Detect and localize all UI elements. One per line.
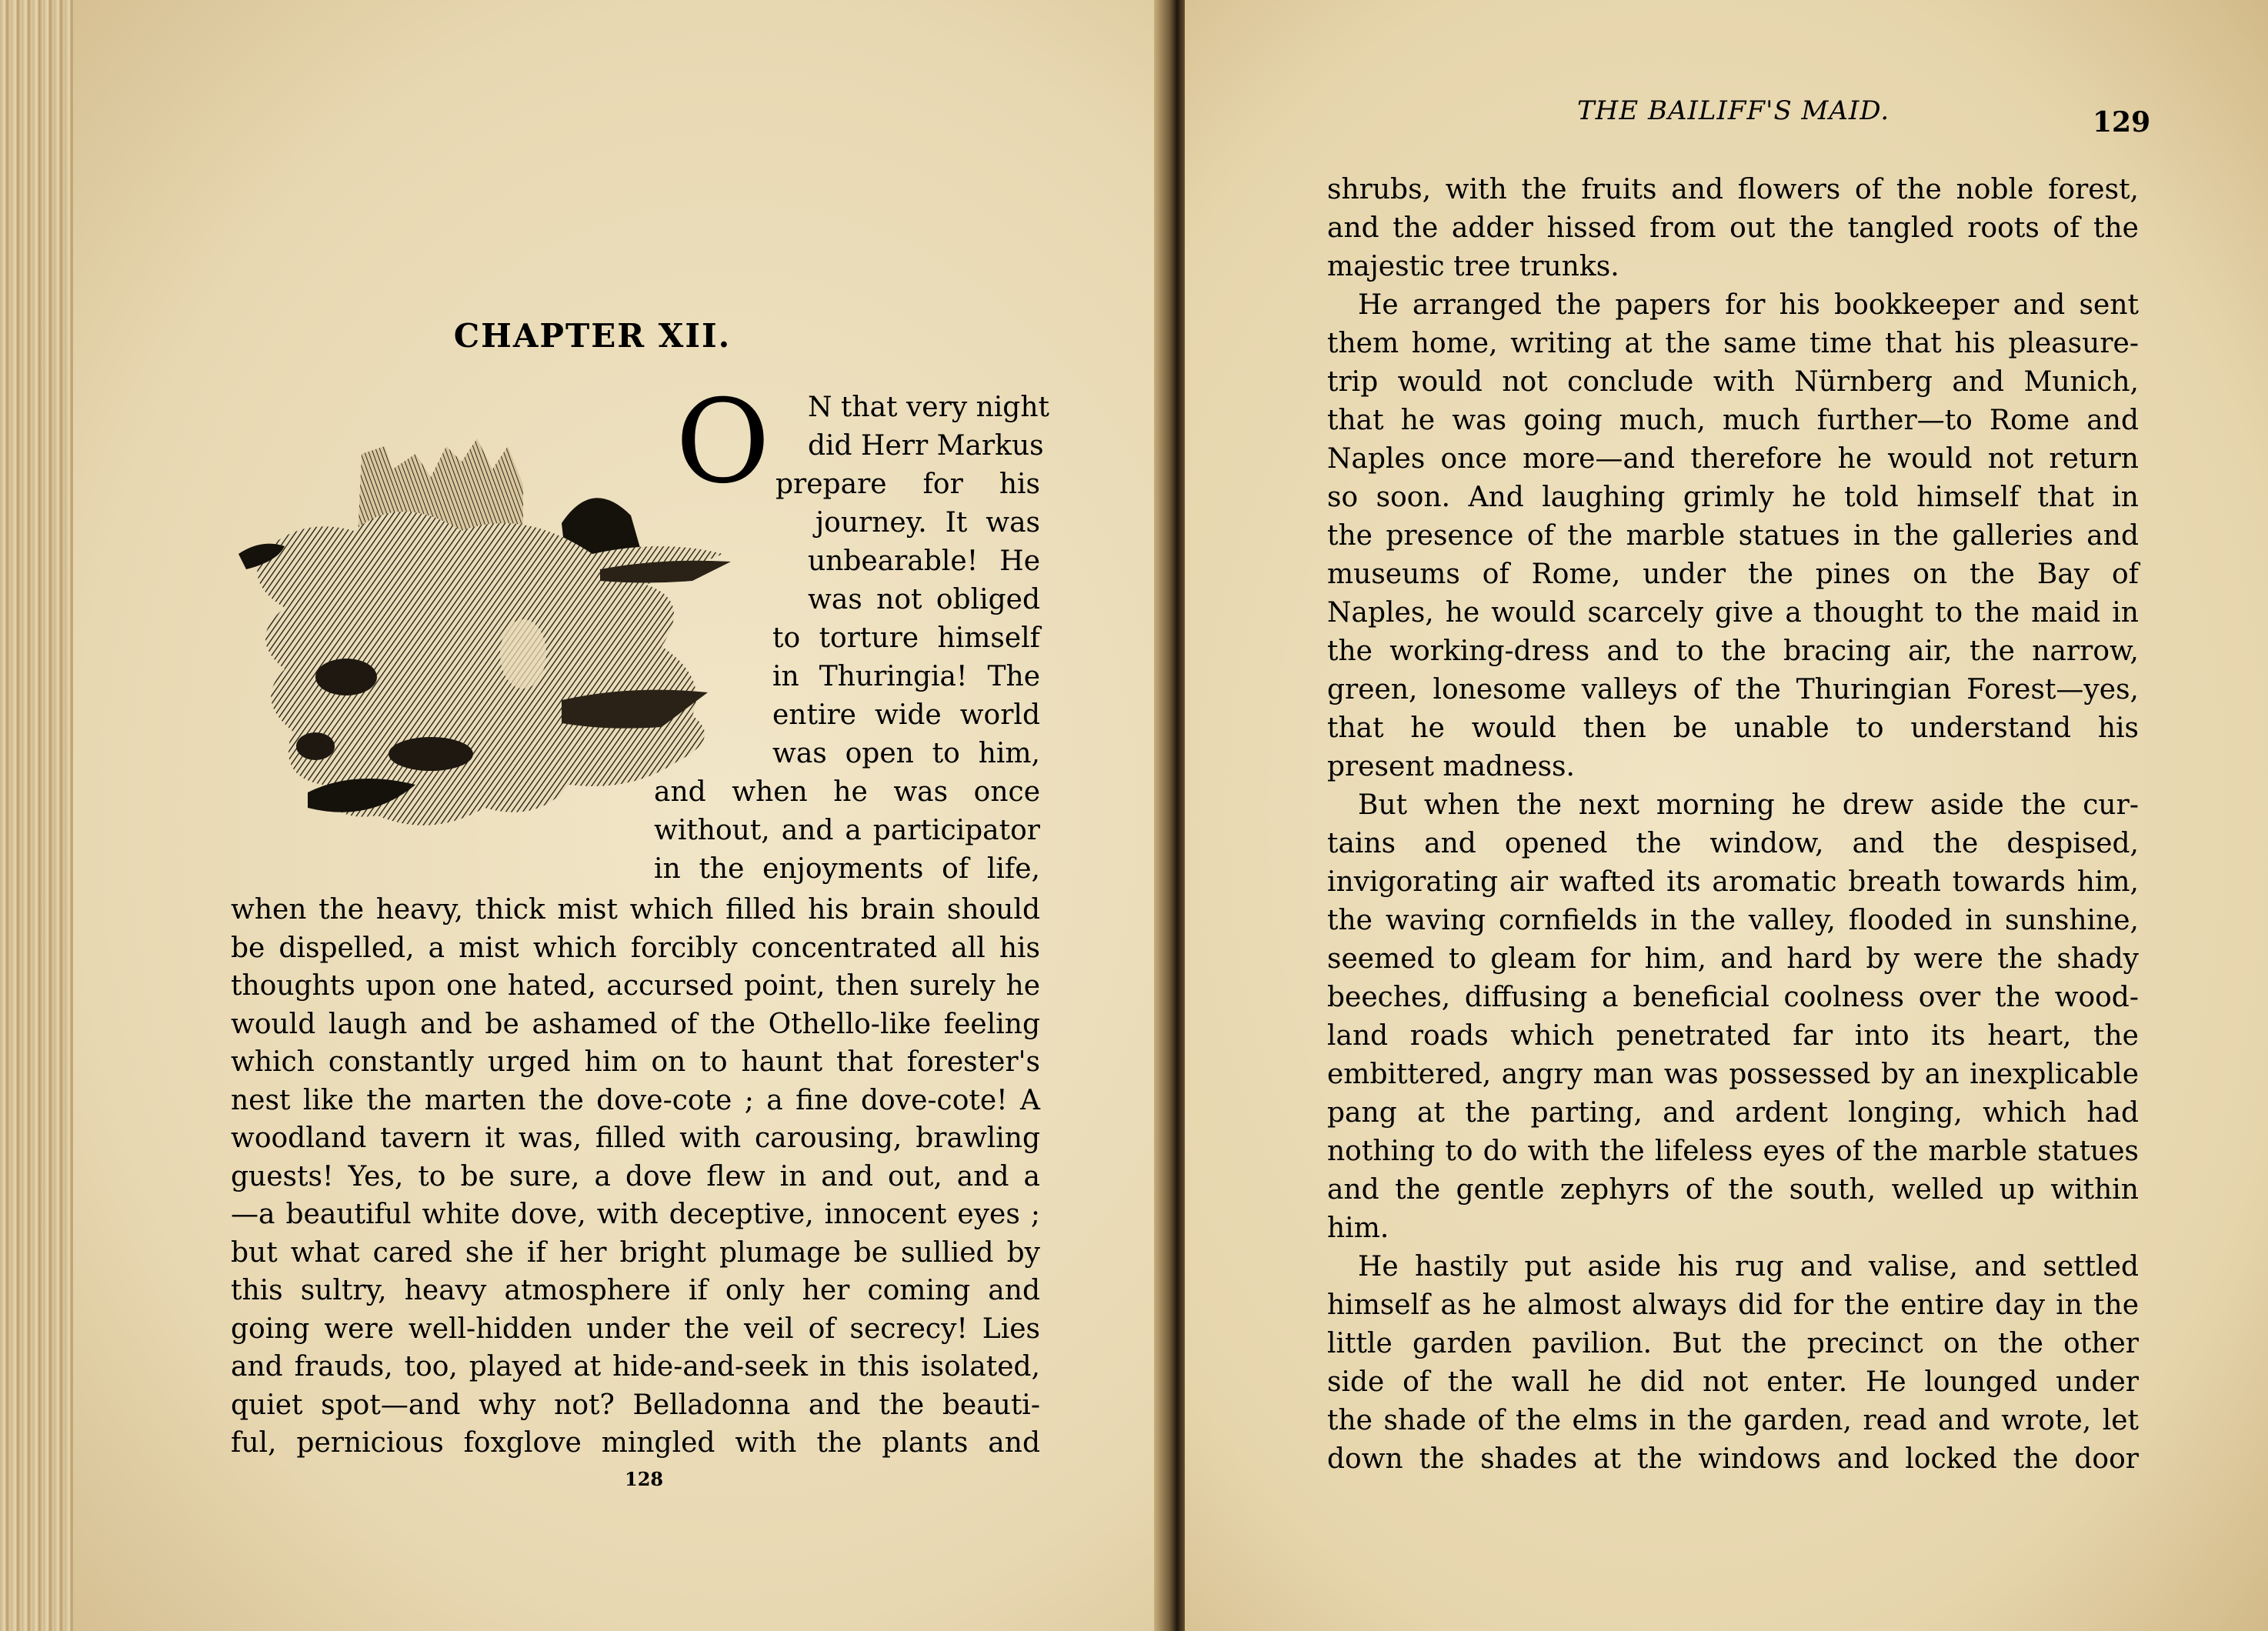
right-body-line: little garden pavilion. But the precinct on the other	[1327, 1328, 2139, 1359]
right-body-line: side of the wall he did not enter. He lounged under	[1327, 1366, 2139, 1398]
page-edges	[0, 0, 85, 1631]
page-number-left: 128	[625, 1468, 664, 1490]
left-wrapped-line: prepare for his	[775, 469, 1040, 500]
left-wrapped-line: and when he was once	[654, 776, 1040, 808]
right-body-line: so soon. And laughing grimly he told himself that in	[1327, 482, 2139, 513]
right-body-line: He hastily put aside his rug and valise, and settled	[1358, 1251, 2139, 1282]
right-body-line: But when the next morning he drew aside the cur-	[1358, 789, 2139, 821]
left-wrapped-line: in Thuringia! The	[772, 661, 1040, 692]
left-body-line: woodland tavern it was, filled with carousing, brawling	[231, 1122, 1040, 1154]
left-body-line: ful, pernicious foxglove mingled with the plants and	[231, 1427, 1040, 1459]
right-body-line: nothing to do with the lifeless eyes of the marble statues	[1327, 1136, 2139, 1167]
left-wrapped-line: journey. It was	[815, 507, 1040, 539]
left-wrapped-line: was open to him,	[772, 738, 1040, 769]
right-body-line: seemed to gleam for him, and hard by were the shady	[1327, 943, 2139, 975]
right-body-line: invigorating air wafted its aromatic breath towards him,	[1327, 866, 2139, 898]
right-body-line: present madness.	[1327, 751, 1575, 782]
left-body-line: which constantly urged him on to haunt that forester's	[231, 1046, 1040, 1078]
right-body-line: down the shades at the windows and locked the door	[1327, 1443, 2139, 1475]
right-body-line: land roads which penetrated far into its heart, the	[1327, 1020, 2139, 1052]
left-body-line: and frauds, too, played at hide-and-seek in this isolated,	[231, 1351, 1040, 1383]
right-body-line: tains and opened the window, and the despised,	[1327, 828, 2139, 859]
left-wrapped-line: was not obliged	[808, 584, 1040, 615]
left-body-line: this sultry, heavy atmosphere if only her coming and	[231, 1275, 1040, 1306]
left-wrapped-line: to torture himself	[772, 622, 1040, 654]
right-body-line: the working-dress and to the bracing air, the narrow,	[1327, 635, 2139, 667]
right-body-line: the presence of the marble statues in the galleries and	[1327, 520, 2139, 552]
right-body-line: himself as he almost always did for the entire day in the	[1327, 1289, 2139, 1321]
right-body-line: embittered, angry man was possessed by an inexplicable	[1327, 1059, 2139, 1090]
left-wrapped-line: in the enjoyments of life,	[654, 853, 1040, 885]
right-body-line: green, lonesome valleys of the Thuringian Forest—yes,	[1327, 674, 2139, 705]
right-body-line: them home, writing at the same time that his pleasure-	[1327, 328, 2139, 359]
left-body-line: nest like the marten the dove-cote ; a fine dove-cote! A	[231, 1084, 1040, 1116]
right-body-line: the shade of the elms in the garden, read and wrote, let	[1327, 1405, 2139, 1436]
right-body-line: Naples, he would scarcely give a thought to the maid in	[1327, 597, 2139, 629]
right-body-line: that he would then be unable to understand his	[1327, 712, 2139, 744]
right-body-line: majestic tree trunks.	[1327, 251, 1619, 282]
drop-cap: O	[675, 375, 770, 509]
right-body-line: He arranged the papers for his bookkeeper and sent	[1358, 289, 2139, 321]
left-body-line: quiet spot—and why not? Belladonna and the beauti-	[231, 1389, 1040, 1421]
left-wrapped-line: entire wide world	[772, 699, 1040, 731]
left-body-line: —a beautiful white dove, with deceptive, innocent eyes ;	[231, 1199, 1040, 1230]
right-body-line: trip would not conclude with Nürnberg and Munich,	[1327, 366, 2139, 398]
chapter-title: CHAPTER XII.	[453, 317, 732, 355]
right-body-line: that he was going much, much further—to Rome and	[1327, 405, 2139, 436]
left-body-line: thoughts upon one hated, accursed point, then surely he	[231, 970, 1040, 1002]
left-wrapped-line: unbearable! He	[808, 545, 1040, 577]
left-wrapped-line: N that very night	[808, 392, 1049, 423]
right-body-line: Naples once more—and therefore he would not return	[1327, 443, 2139, 475]
left-wrapped-line: did Herr Markus	[808, 430, 1044, 462]
right-body-line: and the gentle zephyrs of the south, welled up within	[1327, 1174, 2139, 1206]
page-number-right: 129	[2093, 106, 2151, 138]
left-body-line: but what cared she if her bright plumage be sullied by	[231, 1236, 1040, 1269]
right-body-line: museums of Rome, under the pines on the Bay of	[1327, 559, 2139, 590]
right-body-line: him.	[1327, 1212, 1389, 1244]
running-head: THE BAILIFF'S MAID.	[1577, 95, 1890, 126]
right-body-line: beeches, diffusing a beneficial coolness over the wood-	[1327, 982, 2139, 1013]
left-body-line: going were well-hidden under the veil of secrecy! Lies	[231, 1312, 1040, 1345]
right-body-line: shrubs, with the fruits and flowers of the noble forest,	[1327, 174, 2139, 205]
right-body-line: pang at the parting, and ardent longing, which had	[1327, 1097, 2139, 1129]
right-body-line: and the adder hissed from out the tangled roots of the	[1327, 212, 2139, 244]
left-wrapped-line: without, and a participator	[654, 815, 1040, 846]
left-body-line: be dispelled, a mist which forcibly concentrated all his	[231, 932, 1040, 964]
right-body-line: the waving cornfields in the valley, flooded in sunshine,	[1327, 905, 2139, 936]
left-body-line: guests! Yes, to be sure, a dove flew in and out, and a	[231, 1160, 1040, 1192]
left-body-line: when the heavy, thick mist which filled his brain should	[231, 894, 1040, 926]
left-body-line: would laugh and be ashamed of the Othello-like feeling	[231, 1008, 1040, 1040]
